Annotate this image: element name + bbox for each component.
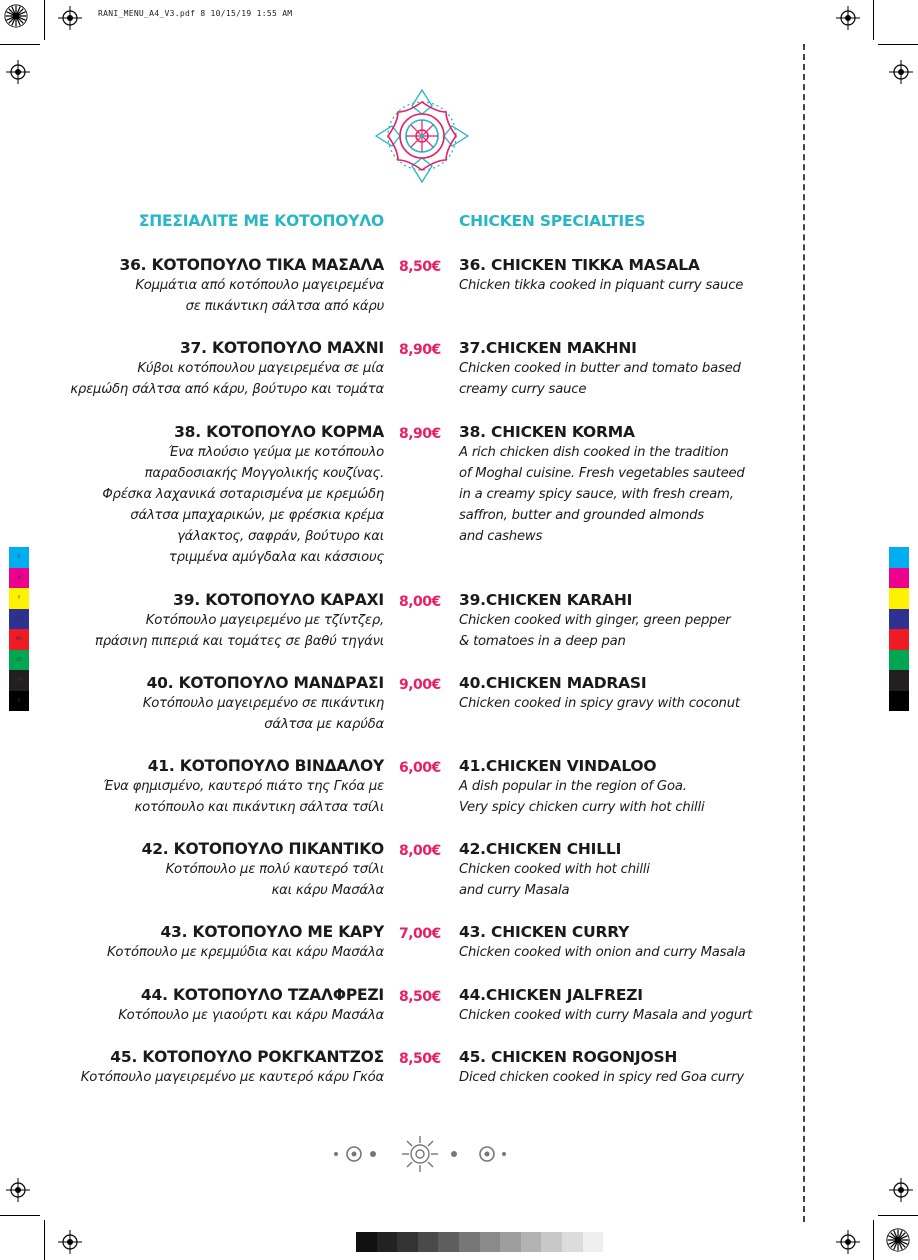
dish-price: 8,50€: [399, 259, 441, 275]
dish-price: 8,00€: [399, 843, 441, 859]
english-dish-title: 43. CHICKEN CURRY: [459, 923, 630, 941]
greek-dish-description: Ένα φημισμένο, καυτερό πιάτο της Γκόα με κοτόπουλο και πικάντικη σάλτσα τσίλι: [103, 779, 384, 815]
greek-entry: [24, 756, 384, 818]
mandala-ornament-icon: [374, 88, 470, 184]
english-entry: [459, 756, 789, 818]
color-swatch: [889, 691, 909, 712]
greek-dish-title: 40. ΚΟΤΟΠΟΥΛΟ ΜΑΝΔΡΑΣΙ: [146, 674, 384, 692]
crop-line: [878, 1215, 918, 1216]
section-heading-greek: ΣΠΕΣΙΑΛΙΤΕ ΜΕ ΚΟΤΟΠΟΥΛΟ: [138, 212, 384, 230]
greek-dish-title: 42. ΚΟΤΟΠΟΥΛΟ ΠΙΚΑΝΤΙΚΟ: [141, 840, 384, 858]
gray-swatch: [356, 1232, 377, 1252]
english-entry: [459, 1047, 789, 1088]
section-heading-english: CHICKEN SPECIALTIES: [459, 212, 646, 230]
greek-dish-title: 45. ΚΟΤΟΠΟΥΛΟ ΡΟΚΓΚΑΝΤΖΟΣ: [110, 1048, 384, 1066]
english-dish-description: Chicken cooked with curry Masala and yogurt: [459, 1008, 753, 1023]
greek-dish-title: 36. ΚΟΤΟΠΟΥΛΟ ΤΙΚΑ ΜΑΣΑΛΑ: [119, 256, 384, 274]
greek-entry: [24, 922, 384, 963]
color-swatch: [889, 629, 909, 650]
gray-swatch: [480, 1232, 501, 1252]
greek-dish-title: 37. ΚΟΤΟΠΟΥΛΟ ΜΑΧΝΙ: [179, 339, 384, 357]
english-dish-description: Chicken cooked in butter and tomato based creamy curry sauce: [459, 361, 741, 397]
english-entry: [459, 590, 789, 652]
greek-dish-description: Κοτόπουλο μαγειρεμένο σε πικάντικη σάλτσα με καρύδα: [142, 696, 384, 732]
english-entry: [459, 922, 789, 963]
color-swatch: [889, 650, 909, 671]
color-swatch: CM: [9, 609, 29, 630]
crop-line: [878, 44, 918, 45]
gray-swatch: [377, 1232, 398, 1252]
english-entry: [459, 839, 789, 901]
greek-dish-title: 38. ΚΟΤΟΠΟΥΛΟ ΚΟΡΜΑ: [174, 423, 384, 441]
greek-dish-description: Κοτόπουλο με πολύ καυτερό τσίλι και κάρυ Μασάλα: [165, 862, 384, 898]
color-swatch: CY: [9, 650, 29, 671]
english-entry: [459, 673, 789, 714]
english-entry: [459, 338, 789, 400]
registration-mark-icon: [889, 1178, 913, 1202]
greek-dish-description: Κοτόπουλο με κρεμμύδια και κάρυ Μασάλα: [106, 945, 384, 960]
greek-dish-description: Ένα πλούσιο γεύμα με κοτόπουλο παραδοσιακής Μογγολικής κουζίνας. Φρέσκα λαχανικά σοταρισμένα με κρεμώδη σάλτσα μπαχαρικών, με φρέσκια κρέμα γάλακτος, σαφράν, βούτυρο και τριμμένα αμύγδαλα και κάσσιους: [102, 445, 384, 565]
footer-ornament-icon: [330, 1134, 510, 1174]
registration-mark-icon: [836, 6, 860, 30]
greek-entry: [24, 255, 384, 317]
english-dish-description: Chicken tikka cooked in piquant curry sauce: [459, 278, 744, 293]
english-dish-title: 36. CHICKEN TIKKA MASALA: [459, 256, 700, 274]
dish-price: 7,00€: [399, 926, 441, 942]
crop-line: [44, 0, 45, 40]
english-entry: [459, 422, 789, 547]
greek-entry: [24, 1047, 384, 1088]
color-swatch: [889, 588, 909, 609]
registration-mark-icon: [6, 1178, 30, 1202]
gray-swatch: [438, 1232, 459, 1252]
greek-dish-description: Κοτόπουλο μαγειρεμένο με καυτερό κάρυ Γκόα: [80, 1070, 384, 1085]
crop-line: [44, 1220, 45, 1260]
english-dish-description: Chicken cooked with onion and curry Masala: [459, 945, 746, 960]
starburst-target-icon: [4, 4, 32, 32]
english-dish-title: 38. CHICKEN KORMA: [459, 423, 635, 441]
crop-line: [873, 1220, 874, 1260]
english-dish-title: 40.CHICKEN MADRASI: [459, 674, 647, 692]
gray-swatch: [521, 1232, 542, 1252]
registration-mark-icon: [58, 6, 82, 30]
english-dish-title: 37.CHICKEN MAKHNI: [459, 339, 637, 357]
greek-dish-title: 43. ΚΟΤΟΠΟΥΛΟ ΜΕ ΚΑΡΥ: [160, 923, 384, 941]
english-dish-title: 39.CHICKEN KARAHI: [459, 591, 633, 609]
grayscale-calibration-bar: [356, 1232, 603, 1252]
greek-dish-description: Κοτόπουλο μαγειρεμένο με τζίντζερ, πράσινη πιπεριά και τομάτες σε βαθύ τηγάνι: [94, 613, 384, 649]
greek-dish-title: 41. ΚΟΤΟΠΟΥΛΟ ΒΙΝΔΑΛΟΥ: [147, 757, 384, 775]
greek-entry: [24, 839, 384, 901]
printer-slug: RANI_MENU_A4_V3.pdf 8 10/15/19 1:55 AM: [98, 9, 293, 18]
color-swatch: [889, 568, 909, 589]
gray-swatch: [541, 1232, 562, 1252]
registration-mark-icon: [6, 60, 30, 84]
color-swatch: CMY: [9, 670, 29, 691]
dish-price: 8,50€: [399, 1051, 441, 1067]
gray-swatch: [583, 1232, 604, 1252]
dish-price: 6,00€: [399, 760, 441, 776]
dish-price: 8,50€: [399, 989, 441, 1005]
english-entry: [459, 255, 789, 296]
english-dish-title: 44.CHICKEN JALFREZI: [459, 986, 643, 1004]
crop-line: [0, 44, 40, 45]
gray-swatch: [459, 1232, 480, 1252]
gray-swatch: [418, 1232, 439, 1252]
greek-dish-description: Κύβοι κοτόπουλου μαγειρεμένα σε μία κρεμώδη σάλτσα από κάρυ, βούτυρο και τομάτα: [70, 361, 384, 397]
dish-price: 8,90€: [399, 342, 441, 358]
greek-entry: [24, 985, 384, 1026]
english-dish-title: 45. CHICKEN ROGONJOSH: [459, 1048, 678, 1066]
trim-dashed-line: [803, 44, 805, 1222]
crop-line: [0, 1215, 40, 1216]
greek-entry: [24, 590, 384, 652]
english-dish-title: 42.CHICKEN CHILLI: [459, 840, 622, 858]
dish-price: 8,00€: [399, 594, 441, 610]
greek-entry: [24, 422, 384, 568]
registration-mark-icon: [889, 60, 913, 84]
color-swatch: [889, 670, 909, 691]
english-entry: [459, 985, 789, 1026]
color-swatch: K: [9, 691, 29, 712]
dish-price: 9,00€: [399, 677, 441, 693]
color-swatch: Y: [9, 588, 29, 609]
greek-dish-title: 44. ΚΟΤΟΠΟΥΛΟ ΤΖΑΛΦΡΕΖΙ: [140, 986, 384, 1004]
english-dish-description: A dish popular in the region of Goa. Very spicy chicken curry with hot chilli: [459, 779, 705, 815]
crop-line: [873, 0, 874, 40]
registration-mark-icon: [836, 1230, 860, 1254]
color-swatch: M: [9, 568, 29, 589]
english-dish-description: Chicken cooked with ginger, green pepper & tomatoes in a deep pan: [459, 613, 731, 649]
color-swatch: C: [9, 547, 29, 568]
english-dish-description: Chicken cooked in spicy gravy with coconut: [459, 696, 740, 711]
color-calibration-bar-right: [889, 547, 909, 711]
gray-swatch: [562, 1232, 583, 1252]
color-calibration-bar-left: [9, 547, 29, 711]
greek-entry: [24, 673, 384, 735]
greek-dish-title: 39. ΚΟΤΟΠΟΥΛΟ ΚΑΡΑΧΙ: [173, 591, 384, 609]
gray-swatch: [397, 1232, 418, 1252]
english-dish-description: Chicken cooked with hot chilli and curry Masala: [459, 862, 650, 898]
gray-swatch: [500, 1232, 521, 1252]
starburst-target-icon: [886, 1228, 914, 1256]
english-dish-description: Diced chicken cooked in spicy red Goa curry: [459, 1070, 744, 1085]
color-swatch: MY: [9, 629, 29, 650]
color-swatch: [889, 547, 909, 568]
english-dish-title: 41.CHICKEN VINDALOO: [459, 757, 657, 775]
color-swatch: [889, 609, 909, 630]
dish-price: 8,90€: [399, 426, 441, 442]
english-dish-description: A rich chicken dish cooked in the tradition of Moghal cuisine. Fresh vegetables sauteed in a creamy spicy sauce, with fresh cream, saffron, butter and grounded almonds and cashews: [459, 445, 745, 544]
registration-mark-icon: [58, 1230, 82, 1254]
greek-dish-description: Κομμάτια από κοτόπουλο μαγειρεμένα σε πικάντικη σάλτσα από κάρυ: [135, 278, 384, 314]
greek-dish-description: Κοτόπουλο με γιαούρτι και κάρυ Μασάλα: [118, 1008, 384, 1023]
greek-entry: [24, 338, 384, 400]
